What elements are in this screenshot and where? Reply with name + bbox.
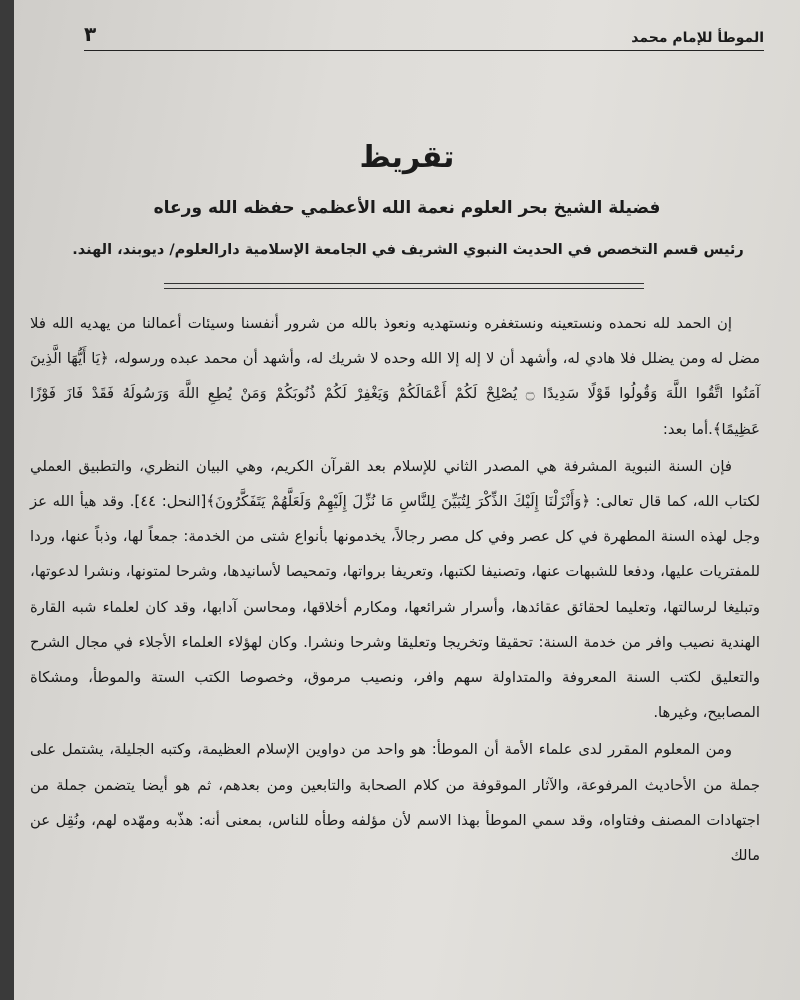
- book-page: [14, 0, 800, 1000]
- page-number: ٣: [84, 22, 97, 46]
- paragraph-sunnah: فإن السنة النبوية المشرفة هي المصدر الثاني للإسلام بعد القرآن الكريم، وهي البيان النظري، والتطبيق العملي لكتاب الله، كما قال تعالى: ﴿وَأَنْزَلْنَا إِلَيْكَ الذِّكْرَ لِتُبَيِّنَ لِلنَّاسِ مَا نُزِّلَ إِلَيْهِمْ وَلَعَلَّهُمْ يَتَفَكَّرُونَ﴾[النحل: ٤٤]. وقد هيأ الله عز وجل لهذه السنة المطهرة في كل عصر وفي كل مصر رجالاً، يخدمونها بأنواع شتى من الخدمة: جمعاً لها، وذباً عنها، وردا للمفتريات عليها، ودفعا للشبهات عنها، وتصنيفا لكتبها، وتعريفا برواتها، وتمحيصا لأسانيدها، وشرحا لمتونها، ونشرا لدعوتها، وتبليغا لرسالتها، وتعليما لحقائق عقائدها، وأسرار شرائعها، ومكارم أخلاقها، ومحاسن آدابها، وقد كان لعلماء شبه القارة الهندية نصيب وافر من خدمة السنة: تحقيقا وتخريجا وتعليقا وشرحا ونشرا. وكان لهؤلاء العلماء الأجلاء في مجال الشرح والتعليق لكتب السنة المعروفة والمتداولة سهم وافر، ونصيب مرموق، وخصوصا الكتب الستة والموطأ، ومشكاة المصابيح، وغيرها.: [30, 457, 760, 722]
- body-text: [30, 306, 760, 873]
- paragraph-muwatta: ومن المعلوم المقرر لدى علماء الأمة أن الموطأ: هو واحد من دواوين الإسلام العظيمة، وكتبه الجليلة، يشتمل على جملة من الأحاديث المرفوعة، والآثار الموقوفة من كلام الصحابة والتابعين ومن بعدهم، ثم هو أيضا يتضمن جملة من اجتهادات المصنف وفتاواه، وقد سمي الموطأ بهذا الاسم لأن مؤلفه وطأه للناس، بمعنى أنه: هذّبه ومهّده لهم، ونُقِل عن مالك: [30, 741, 760, 865]
- running-title: الموطأ للإمام محمد: [631, 30, 764, 46]
- paragraph-opening: إن الحمد لله نحمده ونستعينه ونستغفره ونستهديه ونعوذ بالله من شرور أنفسنا وسيئات أعمالنا من يهديه الله فلا مضل له ومن يضلل فلا هادي له، وأشهد أن لا إله إلا الله وحده لا شريك له، وأشهد أن محمد عبده ورسوله، ﴿يَا أَيُّهَا الَّذِينَ آمَنُوا اتَّقُوا اللَّهَ وَقُولُوا قَوْلًا سَدِيدًا ۝ يُصْلِحْ لَكُمْ أَعْمَالَكُمْ وَيَغْفِرْ لَكُمْ ذُنُوبَكُمْ وَمَنْ يُطِعِ اللَّهَ وَرَسُولَهُ فَقَدْ فَازَ فَوْزًا عَظِيمًا﴾.أما بعد:: [30, 315, 760, 438]
- page-title: تقريظ: [359, 140, 455, 175]
- author-line: فضيلة الشيخ بحر العلوم نعمة الله الأعظمي حفظه الله ورعاه: [153, 198, 661, 218]
- page-header: [84, 14, 764, 51]
- author-affiliation: رئيس قسم التخصص في الحديث النبوي الشريف في الجامعة الإسلامية دارالعلوم/ ديوبند، الهند.: [72, 242, 744, 258]
- double-rule-divider: [164, 283, 644, 289]
